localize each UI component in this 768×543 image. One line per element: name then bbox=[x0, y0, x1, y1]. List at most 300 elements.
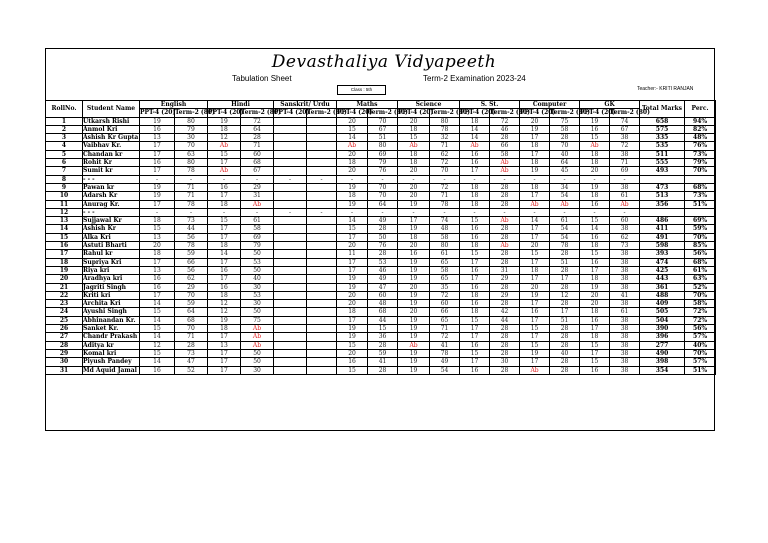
mark-cell: 16 bbox=[460, 159, 490, 167]
table-row bbox=[46, 117, 716, 125]
mark-cell: 15 bbox=[580, 134, 610, 142]
mark-cell: 51 bbox=[368, 134, 398, 142]
mark-cell: - bbox=[175, 208, 208, 216]
mark-cell: - bbox=[398, 208, 430, 216]
mark-cell: 49 bbox=[368, 217, 398, 225]
mark-cell: 16 bbox=[208, 183, 241, 191]
total-marks: 356 bbox=[640, 200, 685, 208]
mark-cell: 17 bbox=[140, 167, 175, 175]
mark-cell: - bbox=[580, 208, 610, 216]
mark-cell: 20 bbox=[580, 300, 610, 308]
table-row bbox=[46, 349, 716, 357]
mark-cell: 29 bbox=[490, 275, 520, 283]
mark-cell: 18 bbox=[337, 192, 368, 200]
mark-cell: 19 bbox=[337, 333, 368, 341]
roll-number: 25 bbox=[46, 316, 83, 324]
mark-cell: Ab bbox=[337, 142, 368, 150]
mark-cell bbox=[274, 349, 307, 357]
mark-cell: 64 bbox=[175, 308, 208, 316]
mark-cell: 17 bbox=[460, 333, 490, 341]
col-header-student-name: Student Name bbox=[83, 101, 140, 118]
mark-cell: 79 bbox=[368, 159, 398, 167]
mark-cell: Ab bbox=[490, 217, 520, 225]
table-row bbox=[46, 217, 716, 225]
roll-number: 9 bbox=[46, 183, 83, 191]
mark-cell: 71 bbox=[175, 192, 208, 200]
mark-cell: 65 bbox=[430, 316, 460, 324]
mark-cell: 15 bbox=[460, 349, 490, 357]
mark-cell: 19 bbox=[208, 316, 241, 324]
mark-cell: 69 bbox=[241, 233, 274, 241]
mark-cell: 59 bbox=[368, 349, 398, 357]
mark-cell: 18 bbox=[580, 150, 610, 158]
mark-cell: 17 bbox=[520, 333, 550, 341]
mark-cell: 17 bbox=[520, 275, 550, 283]
mark-cell: 49 bbox=[368, 275, 398, 283]
mark-cell: 17 bbox=[550, 275, 580, 283]
mark-cell: 20 bbox=[398, 167, 430, 175]
mark-cell: 19 bbox=[580, 283, 610, 291]
mark-cell bbox=[307, 283, 337, 291]
mark-cell: 46 bbox=[490, 125, 520, 133]
mark-cell: 15 bbox=[520, 325, 550, 333]
table-row bbox=[46, 291, 716, 299]
mark-cell bbox=[307, 333, 337, 341]
roll-number: 29 bbox=[46, 349, 83, 357]
roll-number: 2 bbox=[46, 125, 83, 133]
percentage: 48% bbox=[685, 134, 716, 142]
mark-cell: 16 bbox=[580, 200, 610, 208]
mark-cell: 28 bbox=[490, 366, 520, 374]
mark-cell: 35 bbox=[430, 283, 460, 291]
percentage: 70% bbox=[685, 233, 716, 241]
mark-cell: 30 bbox=[241, 300, 274, 308]
mark-cell: 76 bbox=[368, 242, 398, 250]
percentage: 73% bbox=[685, 150, 716, 158]
mark-cell: 28 bbox=[550, 250, 580, 258]
mark-cell: 45 bbox=[550, 167, 580, 175]
mark-cell: 72 bbox=[241, 117, 274, 125]
mark-cell: 56 bbox=[175, 266, 208, 274]
mark-cell: 78 bbox=[175, 242, 208, 250]
mark-cell: 38 bbox=[610, 341, 640, 349]
student-name: Aradhya kri bbox=[83, 275, 140, 283]
mark-cell: 38 bbox=[610, 275, 640, 283]
mark-cell: 19 bbox=[398, 291, 430, 299]
mark-cell: 20 bbox=[398, 183, 430, 191]
mark-cell: 18 bbox=[208, 242, 241, 250]
mark-cell: 67 bbox=[241, 167, 274, 175]
mark-cell: Ab bbox=[550, 200, 580, 208]
student-name: Rohit Kr bbox=[83, 159, 140, 167]
total-marks: 493 bbox=[640, 167, 685, 175]
mark-cell: 28 bbox=[550, 325, 580, 333]
total-marks: 473 bbox=[640, 183, 685, 191]
mark-cell: 18 bbox=[580, 242, 610, 250]
mark-cell bbox=[307, 250, 337, 258]
mark-cell bbox=[307, 358, 337, 366]
mark-cell bbox=[274, 159, 307, 167]
mark-cell bbox=[307, 142, 337, 150]
table-row bbox=[46, 159, 716, 167]
mark-cell: - bbox=[580, 175, 610, 183]
total-marks: 425 bbox=[640, 266, 685, 274]
student-name: Komal kri bbox=[83, 349, 140, 357]
mark-cell: 17 bbox=[140, 291, 175, 299]
total-marks: 486 bbox=[640, 217, 685, 225]
mark-cell: 15 bbox=[337, 366, 368, 374]
subject-header-hindi: Hindi bbox=[208, 101, 274, 109]
mark-cell bbox=[307, 258, 337, 266]
mark-cell bbox=[274, 134, 307, 142]
mark-cell: - bbox=[368, 175, 398, 183]
mark-cell: 58 bbox=[430, 266, 460, 274]
mark-cell: Ab bbox=[241, 333, 274, 341]
mark-cell: - bbox=[520, 208, 550, 216]
mark-cell: 72 bbox=[430, 183, 460, 191]
subheader-term: Term-2 (80) bbox=[175, 109, 215, 117]
mark-cell: 15 bbox=[337, 125, 368, 133]
percentage: 61% bbox=[685, 266, 716, 274]
percentage: 56% bbox=[685, 250, 716, 258]
mark-cell: 18 bbox=[460, 183, 490, 191]
mark-cell bbox=[307, 341, 337, 349]
mark-cell: 38 bbox=[610, 266, 640, 274]
mark-cell: 19 bbox=[337, 283, 368, 291]
total-marks: 535 bbox=[640, 142, 685, 150]
mark-cell bbox=[274, 117, 307, 125]
mark-cell: 15 bbox=[208, 150, 241, 158]
student-name: Archita Kri bbox=[83, 300, 140, 308]
mark-cell: 80 bbox=[368, 142, 398, 150]
mark-cell: 20 bbox=[337, 349, 368, 357]
mark-cell: - bbox=[550, 175, 580, 183]
col-header-perc: Perc. bbox=[685, 101, 716, 118]
percentage: 94% bbox=[685, 117, 716, 125]
mark-cell: 71 bbox=[610, 159, 640, 167]
percentage bbox=[685, 208, 716, 216]
mark-cell: 78 bbox=[550, 242, 580, 250]
mark-cell: 79 bbox=[175, 125, 208, 133]
mark-cell: 19 bbox=[398, 200, 430, 208]
mark-cell: 18 bbox=[580, 333, 610, 341]
mark-cell: - bbox=[241, 175, 274, 183]
percentage: 82% bbox=[685, 125, 716, 133]
mark-cell: 36 bbox=[368, 333, 398, 341]
mark-cell: 28 bbox=[175, 341, 208, 349]
mark-cell: 73 bbox=[175, 217, 208, 225]
mark-cell: 71 bbox=[241, 142, 274, 150]
total-marks: 490 bbox=[640, 349, 685, 357]
mark-cell: 44 bbox=[490, 316, 520, 324]
mark-cell: 20 bbox=[580, 167, 610, 175]
mark-cell: 11 bbox=[337, 250, 368, 258]
mark-cell: 20 bbox=[337, 242, 368, 250]
mark-cell: 14 bbox=[337, 217, 368, 225]
total-marks: 474 bbox=[640, 258, 685, 266]
mark-cell: 12 bbox=[140, 341, 175, 349]
mark-cell: 72 bbox=[490, 117, 520, 125]
mark-cell: 32 bbox=[430, 134, 460, 142]
mark-cell: 78 bbox=[175, 167, 208, 175]
mark-cell: 30 bbox=[175, 134, 208, 142]
mark-cell: 74 bbox=[430, 217, 460, 225]
mark-cell: 61 bbox=[610, 308, 640, 316]
total-marks: 277 bbox=[640, 341, 685, 349]
mark-cell bbox=[307, 200, 337, 208]
mark-cell: 17 bbox=[208, 233, 241, 241]
mark-cell: 17 bbox=[208, 159, 241, 167]
mark-cell: 19 bbox=[140, 192, 175, 200]
mark-cell: - bbox=[550, 208, 580, 216]
mark-cell: 15 bbox=[140, 308, 175, 316]
mark-cell bbox=[307, 242, 337, 250]
mark-cell: 15 bbox=[460, 316, 490, 324]
percentage: 40% bbox=[685, 341, 716, 349]
mark-cell: 16 bbox=[460, 283, 490, 291]
mark-cell bbox=[307, 316, 337, 324]
roll-number: 28 bbox=[46, 341, 83, 349]
mark-cell: 68 bbox=[175, 316, 208, 324]
subject-header-english: English bbox=[140, 101, 208, 109]
mark-cell: 40 bbox=[550, 349, 580, 357]
mark-cell: 28 bbox=[490, 341, 520, 349]
mark-cell: 19 bbox=[520, 167, 550, 175]
percentage: 79% bbox=[685, 159, 716, 167]
mark-cell: 28 bbox=[490, 258, 520, 266]
mark-cell bbox=[307, 233, 337, 241]
percentage: 72% bbox=[685, 308, 716, 316]
mark-cell bbox=[307, 308, 337, 316]
percentage: 51% bbox=[685, 366, 716, 374]
mark-cell: 13 bbox=[140, 134, 175, 142]
mark-cell: 70 bbox=[368, 192, 398, 200]
total-marks: 513 bbox=[640, 192, 685, 200]
mark-cell: - bbox=[175, 175, 208, 183]
mark-cell: 19 bbox=[520, 349, 550, 357]
mark-cell: - bbox=[610, 175, 640, 183]
table-row bbox=[46, 150, 716, 158]
mark-cell: 73 bbox=[610, 242, 640, 250]
mark-cell: 38 bbox=[610, 316, 640, 324]
mark-cell: 16 bbox=[460, 233, 490, 241]
mark-cell: 19 bbox=[398, 366, 430, 374]
mark-cell: 29 bbox=[175, 283, 208, 291]
mark-cell: 17 bbox=[337, 258, 368, 266]
mark-cell: 15 bbox=[580, 341, 610, 349]
mark-cell: 28 bbox=[550, 341, 580, 349]
mark-cell: 71 bbox=[430, 325, 460, 333]
mark-cell: 42 bbox=[490, 308, 520, 316]
mark-cell: 17 bbox=[580, 349, 610, 357]
mark-cell: 17 bbox=[460, 167, 490, 175]
mark-cell: 16 bbox=[140, 366, 175, 374]
mark-cell: 66 bbox=[175, 258, 208, 266]
mark-cell: 15 bbox=[398, 134, 430, 142]
mark-cell: 16 bbox=[580, 366, 610, 374]
table-row bbox=[46, 192, 716, 200]
mark-cell: 15 bbox=[520, 341, 550, 349]
mark-cell: 28 bbox=[368, 250, 398, 258]
mark-cell: - bbox=[140, 208, 175, 216]
mark-cell bbox=[274, 250, 307, 258]
mark-cell: 19 bbox=[398, 325, 430, 333]
mark-cell: 28 bbox=[490, 250, 520, 258]
mark-cell: 15 bbox=[580, 217, 610, 225]
percentage: 70% bbox=[685, 349, 716, 357]
mark-cell: 16 bbox=[208, 283, 241, 291]
mark-cell: 12 bbox=[208, 134, 241, 142]
mark-cell: 38 bbox=[610, 150, 640, 158]
mark-cell: 61 bbox=[610, 192, 640, 200]
mark-cell: 38 bbox=[610, 300, 640, 308]
mark-cell: 79 bbox=[241, 242, 274, 250]
mark-cell: 54 bbox=[430, 366, 460, 374]
exam-title: Term-2 Examination 2023-24 bbox=[423, 74, 526, 83]
student-name: - - - bbox=[83, 208, 140, 216]
mark-cell: - bbox=[140, 175, 175, 183]
mark-cell: 14 bbox=[140, 358, 175, 366]
mark-cell: 80 bbox=[430, 117, 460, 125]
mark-cell: 19 bbox=[520, 125, 550, 133]
mark-cell: 28 bbox=[368, 225, 398, 233]
mark-cell: 18 bbox=[398, 233, 430, 241]
mark-cell bbox=[274, 183, 307, 191]
mark-cell: - bbox=[307, 208, 337, 216]
mark-cell: 16 bbox=[580, 125, 610, 133]
subheader-ppt: PPT-4 (20) bbox=[140, 109, 176, 117]
mark-cell: - bbox=[337, 208, 368, 216]
mark-cell: 29 bbox=[241, 183, 274, 191]
student-name: Astuti Bharti bbox=[83, 242, 140, 250]
subheader-ppt: PPT-4 (20) bbox=[580, 109, 616, 117]
mark-cell: 17 bbox=[520, 150, 550, 158]
mark-cell: 78 bbox=[430, 349, 460, 357]
col-header-total: Total Marks bbox=[640, 101, 685, 118]
mark-cell: 20 bbox=[398, 117, 430, 125]
mark-cell: 17 bbox=[140, 142, 175, 150]
mark-cell: - bbox=[460, 175, 490, 183]
mark-cell: 13 bbox=[140, 233, 175, 241]
mark-cell: 44 bbox=[175, 225, 208, 233]
mark-cell: 44 bbox=[368, 316, 398, 324]
mark-cell bbox=[274, 266, 307, 274]
student-name: Riya kri bbox=[83, 266, 140, 274]
mark-cell: 19 bbox=[398, 316, 430, 324]
percentage: 85% bbox=[685, 242, 716, 250]
subject-header-sst: S. St. bbox=[460, 101, 520, 109]
mark-cell bbox=[274, 358, 307, 366]
student-name: Rahul kr bbox=[83, 250, 140, 258]
mark-cell: 13 bbox=[140, 266, 175, 274]
student-name: Alka Kri bbox=[83, 233, 140, 241]
mark-cell: 19 bbox=[337, 325, 368, 333]
mark-cell: - bbox=[610, 208, 640, 216]
mark-cell: 70 bbox=[175, 325, 208, 333]
mark-cell: 62 bbox=[430, 150, 460, 158]
student-name: Utkarsh Rishi bbox=[83, 117, 140, 125]
mark-cell: 17 bbox=[520, 134, 550, 142]
mark-cell: 70 bbox=[550, 142, 580, 150]
mark-cell: 28 bbox=[490, 192, 520, 200]
mark-cell: 19 bbox=[337, 200, 368, 208]
mark-cell: 17 bbox=[337, 233, 368, 241]
mark-cell: 38 bbox=[610, 225, 640, 233]
mark-cell: 18 bbox=[520, 183, 550, 191]
mark-cell: Ab bbox=[490, 167, 520, 175]
mark-cell: 18 bbox=[398, 150, 430, 158]
mark-cell: 14 bbox=[460, 134, 490, 142]
mark-cell: 16 bbox=[140, 275, 175, 283]
mark-cell bbox=[307, 150, 337, 158]
mark-cell: 20 bbox=[337, 150, 368, 158]
table-row bbox=[46, 175, 716, 183]
roll-number: 7 bbox=[46, 167, 83, 175]
mark-cell: 28 bbox=[490, 300, 520, 308]
percentage: 73% bbox=[685, 192, 716, 200]
mark-cell: 16 bbox=[337, 358, 368, 366]
mark-cell: 19 bbox=[140, 117, 175, 125]
mark-cell: 17 bbox=[460, 325, 490, 333]
mark-cell: 17 bbox=[520, 316, 550, 324]
mark-cell: 80 bbox=[430, 242, 460, 250]
total-marks: 390 bbox=[640, 325, 685, 333]
mark-cell: 20 bbox=[140, 242, 175, 250]
mark-cell: 73 bbox=[175, 349, 208, 357]
mark-cell: 28 bbox=[490, 200, 520, 208]
percentage: 51% bbox=[685, 200, 716, 208]
mark-cell: 20 bbox=[580, 291, 610, 299]
mark-cell: Ab bbox=[610, 200, 640, 208]
mark-cell: 14 bbox=[140, 316, 175, 324]
mark-cell bbox=[307, 217, 337, 225]
mark-cell: 18 bbox=[460, 242, 490, 250]
mark-cell: 60 bbox=[610, 217, 640, 225]
mark-cell: 19 bbox=[398, 258, 430, 266]
table-row bbox=[46, 183, 716, 191]
roll-number: 14 bbox=[46, 225, 83, 233]
mark-cell: 17 bbox=[520, 300, 550, 308]
mark-cell: 17 bbox=[520, 358, 550, 366]
mark-cell: 12 bbox=[208, 308, 241, 316]
mark-cell: Ab bbox=[490, 242, 520, 250]
subheader-ppt: PPT-4 (20) bbox=[398, 109, 434, 117]
table-row bbox=[46, 358, 716, 366]
mark-cell: 50 bbox=[368, 233, 398, 241]
mark-cell: 56 bbox=[175, 233, 208, 241]
total-marks: 598 bbox=[640, 242, 685, 250]
mark-cell: 78 bbox=[430, 200, 460, 208]
percentage: 63% bbox=[685, 275, 716, 283]
total-marks: 443 bbox=[640, 275, 685, 283]
mark-cell: 71 bbox=[430, 192, 460, 200]
mark-cell: 28 bbox=[490, 349, 520, 357]
mark-cell: 18 bbox=[460, 200, 490, 208]
subheader-term: Term-2 (80) bbox=[490, 109, 530, 117]
mark-cell: 15 bbox=[140, 225, 175, 233]
mark-cell: 72 bbox=[430, 291, 460, 299]
mark-cell: 54 bbox=[550, 225, 580, 233]
mark-cell: 70 bbox=[368, 117, 398, 125]
mark-cell: 18 bbox=[398, 159, 430, 167]
mark-cell: 16 bbox=[140, 125, 175, 133]
mark-cell: 18 bbox=[208, 325, 241, 333]
mark-cell: 53 bbox=[368, 258, 398, 266]
mark-cell: 28 bbox=[550, 333, 580, 341]
roll-number: 16 bbox=[46, 242, 83, 250]
mark-cell: 19 bbox=[398, 349, 430, 357]
percentage: 56% bbox=[685, 325, 716, 333]
